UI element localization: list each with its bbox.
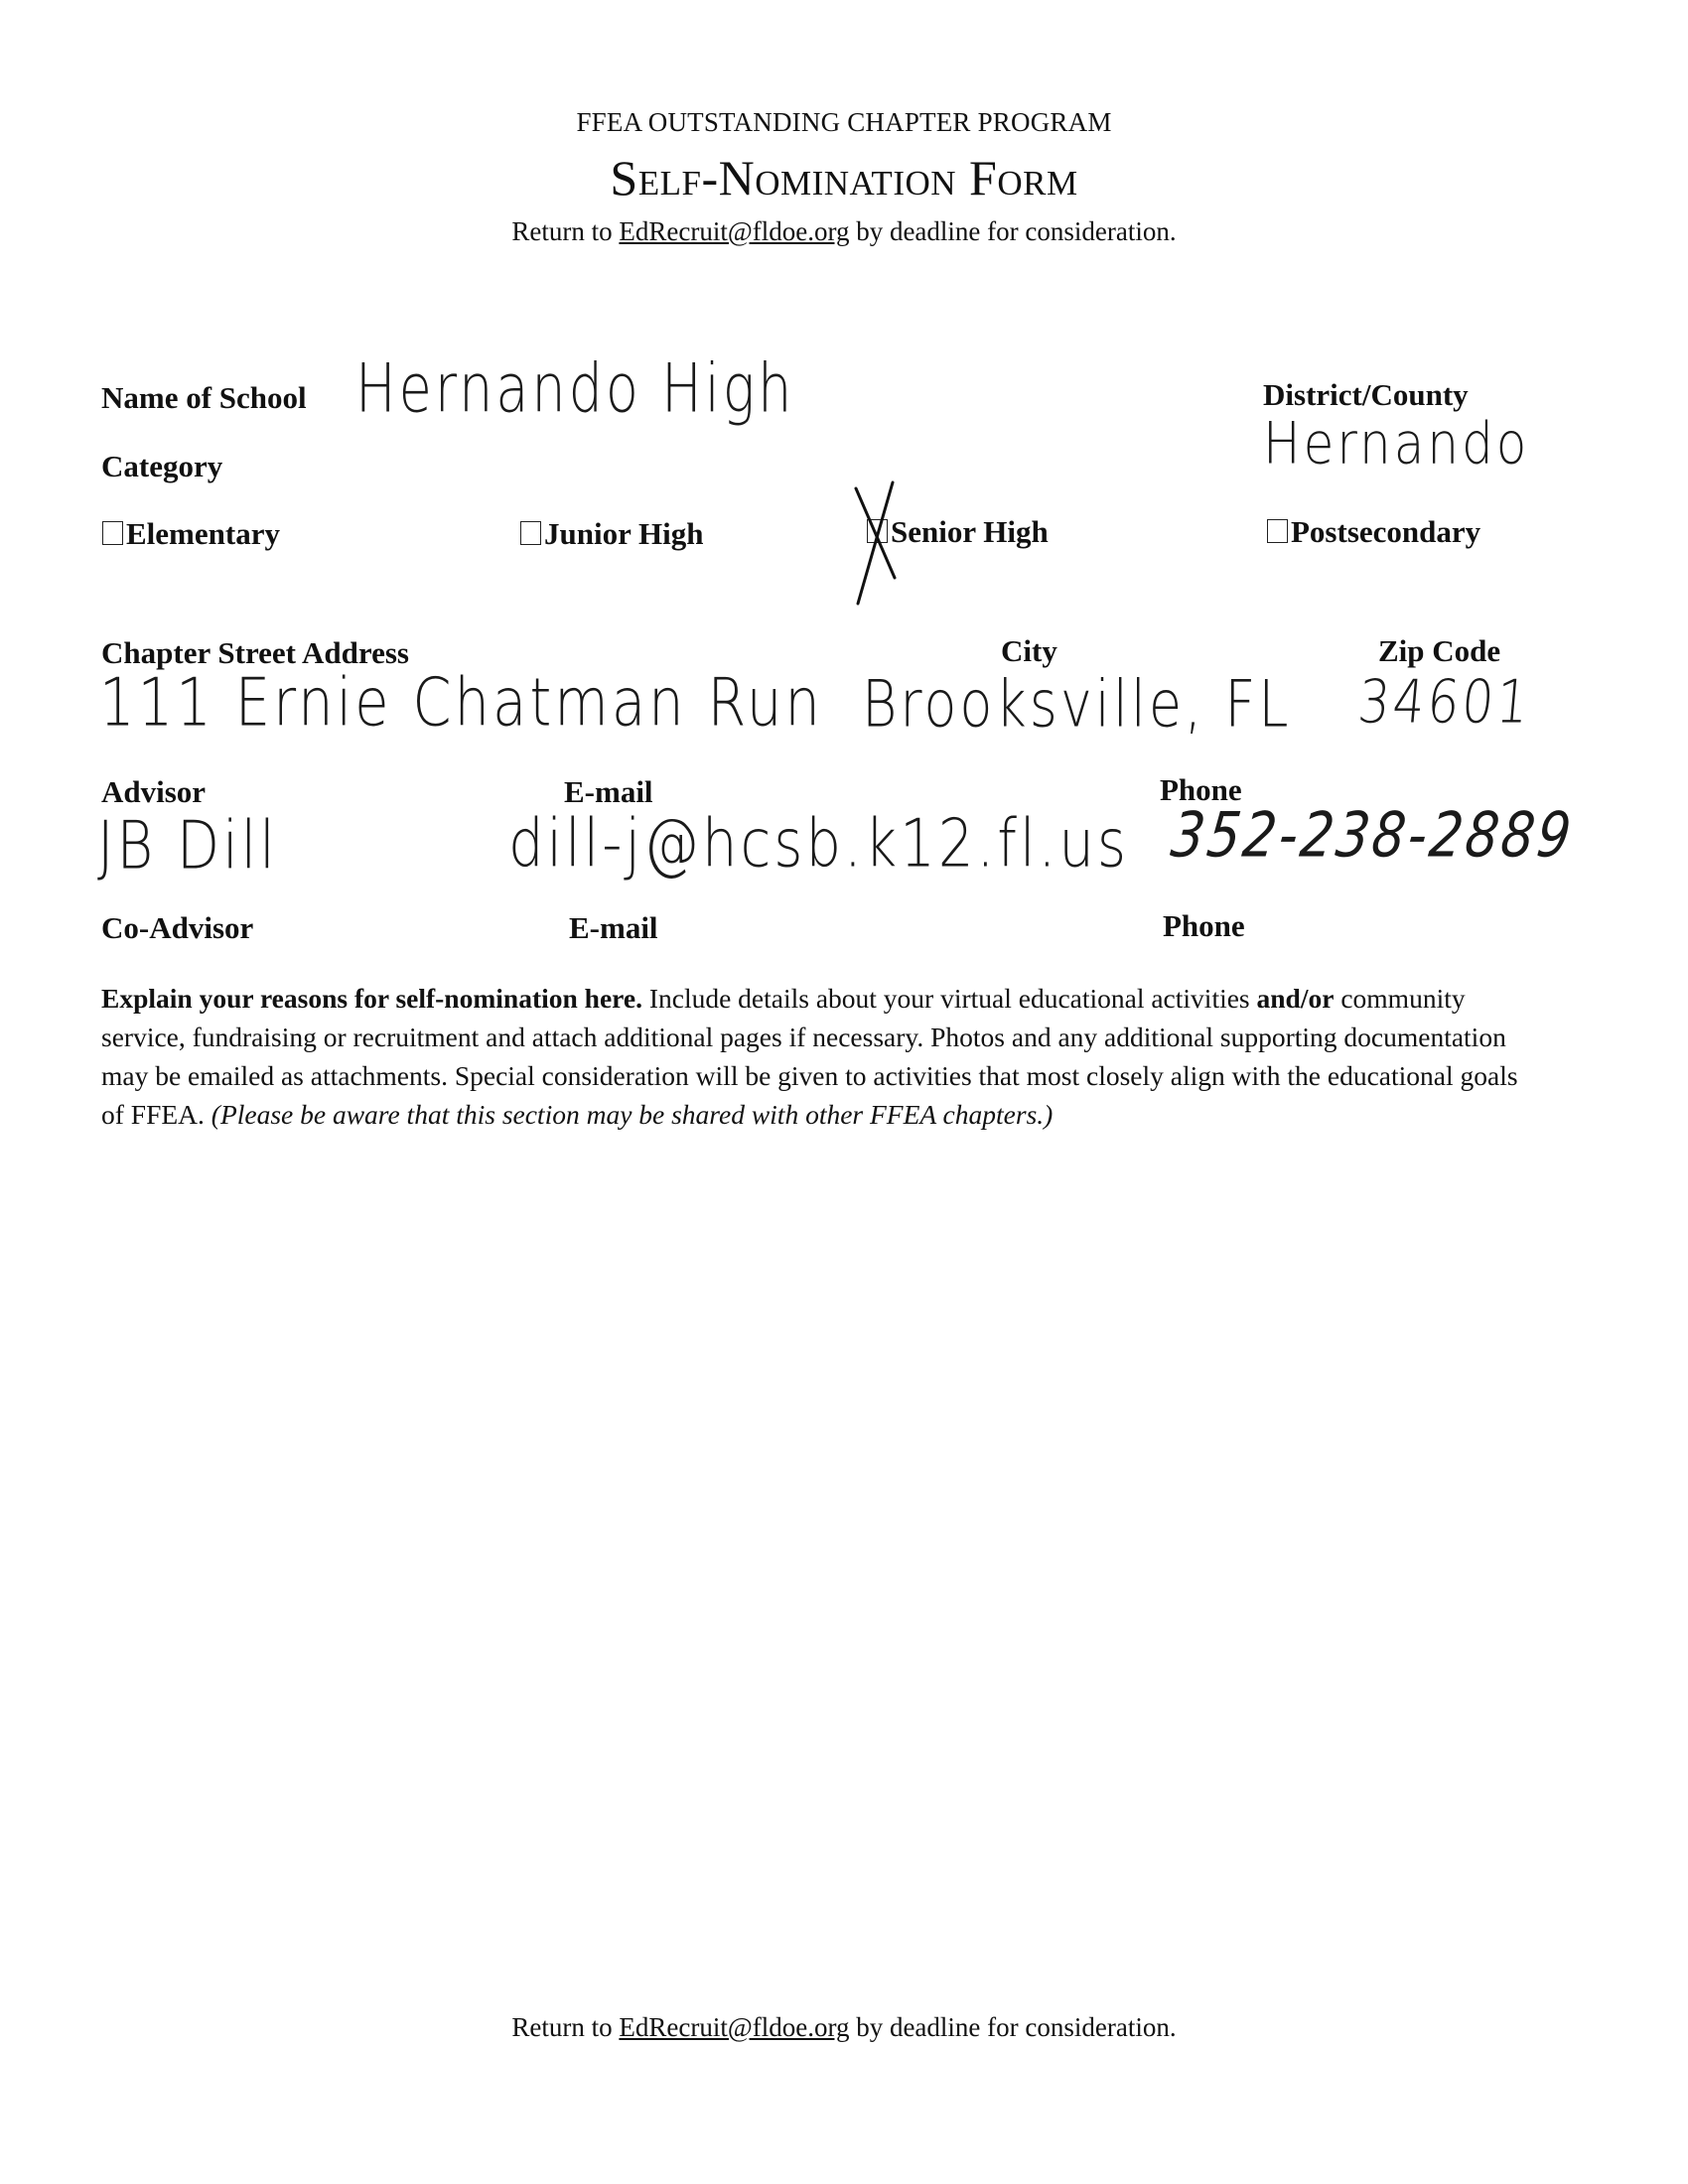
instructions-lead: Explain your reasons for self-nomination here. [101, 983, 642, 1014]
category-label: Category [101, 449, 223, 483]
advisor-label: Advisor [101, 774, 207, 809]
district-label: District/County [1263, 377, 1469, 412]
category-junior-high-label: Junior High [544, 516, 704, 551]
advisor-phone-label: Phone [1160, 772, 1242, 807]
category-elementary[interactable] [102, 516, 280, 552]
co-advisor-label: Co-Advisor [101, 910, 254, 945]
checkbox-postsecondary[interactable] [1267, 519, 1288, 543]
checkbox-junior-high[interactable] [520, 521, 541, 545]
category-elementary-label: Elementary [126, 516, 280, 551]
instructions-text-1: Include details about your virtual educational activities [641, 983, 1257, 1014]
city-field[interactable]: Brooksville, FL [862, 666, 1292, 743]
category-postsecondary-label: Postsecondary [1291, 514, 1481, 549]
self-nomination-instructions [101, 979, 1521, 1134]
program-name: FFEA OUTSTANDING CHAPTER PROGRAM [576, 107, 1112, 137]
zip-code-field[interactable]: 34601 [1354, 667, 1535, 737]
street-address-field[interactable]: 111 Ernie Chatman Run [99, 664, 823, 743]
category-postsecondary[interactable] [1267, 514, 1480, 550]
advisor-email-label: E-mail [564, 774, 653, 809]
advisor-field[interactable]: JB Dill [97, 807, 278, 886]
city-label: City [1001, 633, 1057, 668]
street-address-label: Chapter Street Address [101, 635, 409, 670]
checkbox-elementary[interactable] [102, 521, 123, 545]
footer-return-suffix: by deadline for consideration. [849, 2012, 1177, 2042]
co-advisor-phone-label: Phone [1163, 908, 1245, 943]
zip-code-label: Zip Code [1378, 633, 1501, 668]
footer-return-prefix: Return to [511, 2012, 620, 2042]
co-advisor-email-label: E-mail [569, 910, 658, 945]
instructions-note: (Please be aware that this section may be shared with other FFEA chapters.) [211, 1099, 1054, 1130]
return-instructions-bottom [0, 2012, 1688, 2043]
handwritten-x-mark-icon [850, 480, 914, 610]
category-junior-high[interactable] [520, 516, 704, 552]
school-name-field[interactable]: Hernando High [355, 349, 795, 428]
footer-return-email-link[interactable]: EdRecruit@fldoe.org [619, 2012, 850, 2042]
instructions-text-2: community service, fundraising or recruitment and attach additional pages if necessary. Photos and any additional supporting documentation may be emailed as attachments. Special consideration will be given to activities that most closely align with the educational goals of FFEA. [101, 983, 1518, 1130]
nomination-response-area[interactable] [101, 1181, 1521, 1956]
return-email-link[interactable]: EdRecruit@fldoe.org [619, 216, 850, 246]
district-field[interactable]: Hernando [1263, 410, 1530, 478]
instructions-and-or: and/or [1256, 983, 1335, 1014]
return-instructions-top [0, 216, 1688, 247]
category-senior-high-label: Senior High [891, 514, 1049, 549]
page-title: Self-Nomination Form [610, 150, 1078, 205]
advisor-phone-field[interactable]: 352-238-2889 [1167, 800, 1578, 872]
advisor-email-field[interactable]: dill-j@hcsb.k12.fl.us [508, 805, 1130, 884]
return-prefix: Return to [511, 216, 620, 246]
return-suffix: by deadline for consideration. [849, 216, 1177, 246]
school-name-label: Name of School [101, 380, 307, 415]
